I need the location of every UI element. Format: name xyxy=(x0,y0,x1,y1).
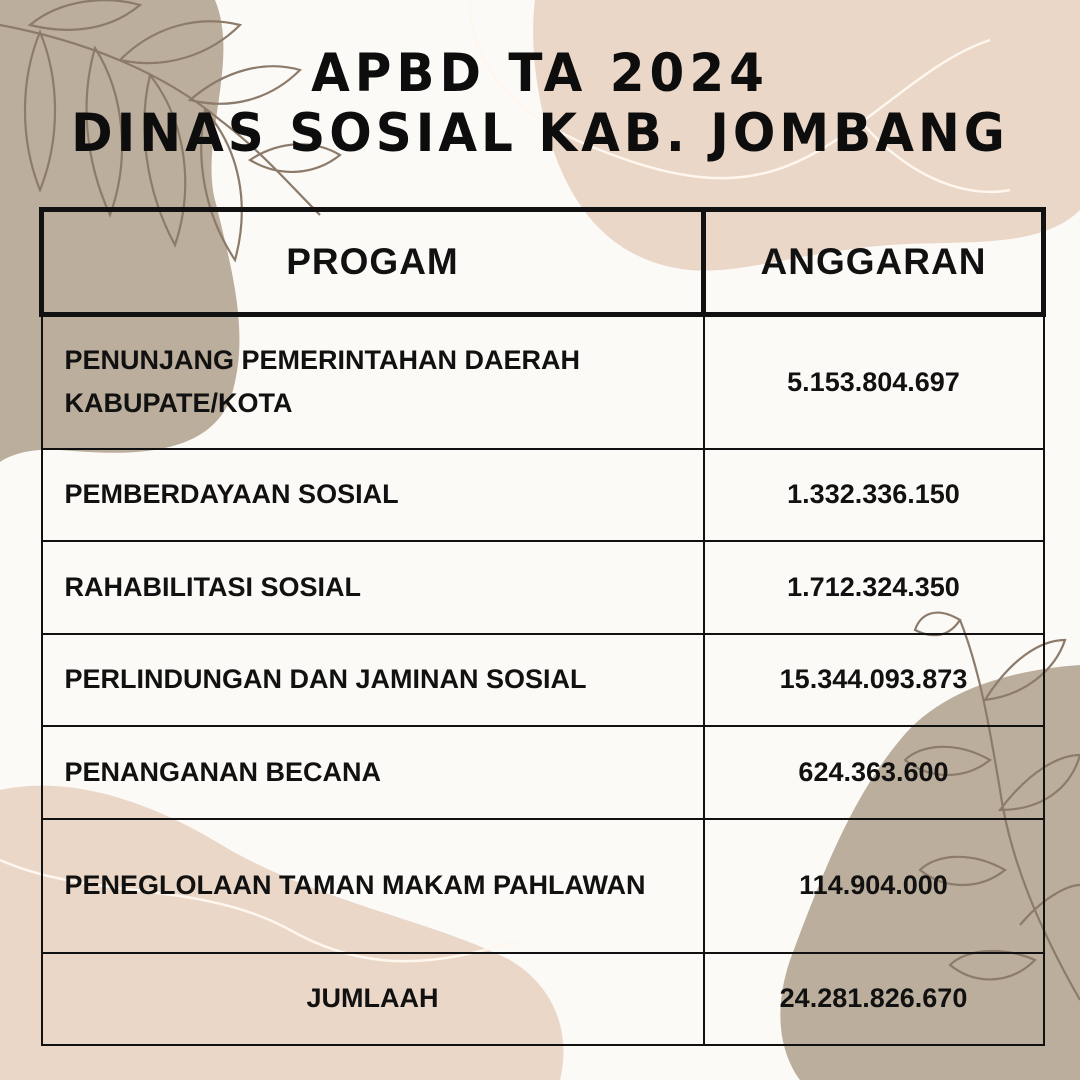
column-header-program: PROGAM xyxy=(42,210,704,315)
program-amount: 624.363.600 xyxy=(704,726,1044,819)
table-row xyxy=(42,541,1044,634)
budget-table xyxy=(39,207,1046,1046)
total-amount: 24.281.826.670 xyxy=(704,953,1044,1045)
program-amount: 1.712.324.350 xyxy=(704,541,1044,634)
table-row xyxy=(42,315,1044,449)
page-title-line-1: APBD TA 2024 xyxy=(311,42,769,104)
total-row xyxy=(42,953,1044,1045)
table-row xyxy=(42,819,1044,953)
program-amount: 15.344.093.873 xyxy=(704,634,1044,726)
program-name: PENUNJANG PEMERINTAHAN DAERAH KABUPATE/KOTA xyxy=(42,315,704,449)
program-name: PERLINDUNGAN DAN JAMINAN SOSIAL xyxy=(42,634,704,726)
program-amount: 1.332.336.150 xyxy=(704,449,1044,541)
program-name: PEMBERDAYAAN SOSIAL xyxy=(42,449,704,541)
page-title-line-2: DINAS SOSIAL KAB. JOMBANG xyxy=(71,102,1009,164)
program-name: PENANGANAN BECANA xyxy=(42,726,704,819)
table-header-row xyxy=(42,210,1044,315)
program-amount: 114.904.000 xyxy=(704,819,1044,953)
program-name: RAHABILITASI SOSIAL xyxy=(42,541,704,634)
column-header-budget: ANGGARAN xyxy=(704,210,1044,315)
table-row xyxy=(42,634,1044,726)
program-name: PENEGLOLAAN TAMAN MAKAM PAHLAWAN xyxy=(42,819,704,953)
program-amount: 5.153.804.697 xyxy=(704,315,1044,449)
total-label: JUMLAAH xyxy=(42,953,704,1045)
table-row xyxy=(42,449,1044,541)
table-row xyxy=(42,726,1044,819)
